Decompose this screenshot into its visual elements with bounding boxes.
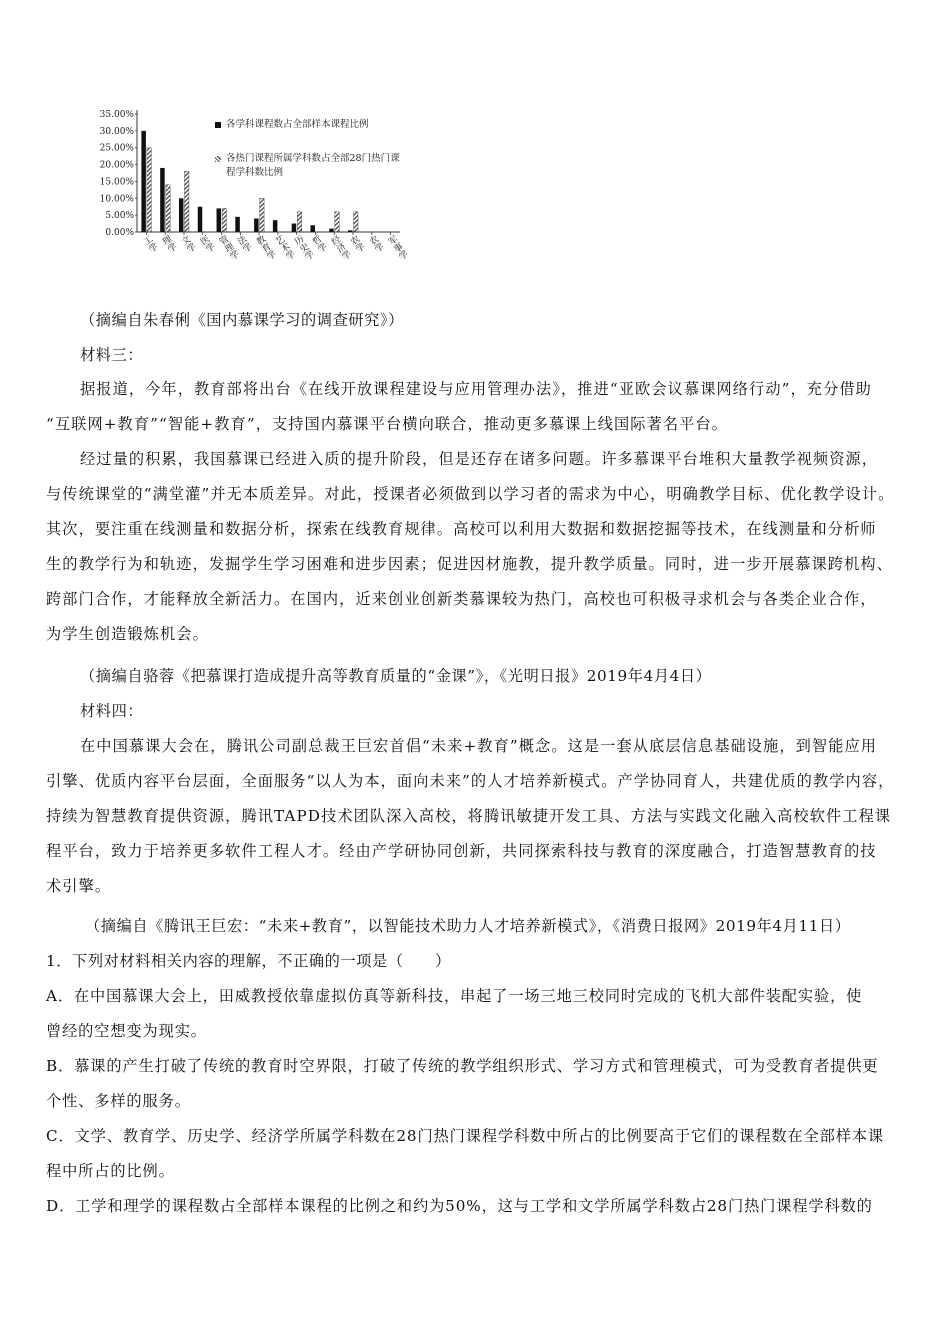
y-tick-label: 15.00% (99, 177, 134, 188)
legend-swatch-solid (215, 122, 221, 128)
y-tick-label: 30.00% (99, 126, 134, 137)
bar-series-2 (297, 212, 302, 232)
x-tick-label: 历史学 (290, 234, 315, 263)
bar-series-1 (310, 225, 315, 232)
bar-series-1 (217, 208, 222, 232)
x-tick-label: 法学 (234, 234, 253, 255)
legend-swatch-hatch (215, 156, 221, 162)
bar-series-2 (222, 208, 227, 232)
x-tick-label: 军事学 (384, 234, 409, 263)
x-tick-label: 农学 (347, 234, 366, 255)
paragraph-line: 为学生创造锻炼机会。 (46, 625, 209, 643)
x-tick-label: 理学 (159, 234, 178, 255)
legend-entry-2 (215, 152, 401, 180)
paragraph-line: 跨部门合作，才能释放全新活力。在国内，近来创业创新类慕课较为热门，高校也可积极寻求机会与各类企业合作， (46, 590, 877, 608)
paragraph-line: 据报道，今年，教育部将出台《在线开放课程建设与应用管理办法》，推进“亚欧会议慕课网络行动”，充分借助 (80, 380, 872, 398)
y-tick-label: 0.00% (105, 228, 134, 238)
paragraph-line: 与传统课堂的“满堂灌”并无本质差异。对此，授课者必须做到以学习者的需求为中心，明确教学目标、优化教学设计。 (46, 485, 895, 503)
bar-series-2 (147, 148, 152, 232)
bar-series-2 (184, 171, 189, 232)
option-c-cont: 程中所占的比例。 (46, 1162, 175, 1180)
x-tick-label: 文学 (177, 234, 197, 255)
paragraph-line: 在中国慕课大会在，腾讯公司副总裁王巨宏首倡“未来+教育”概念。这是一套从底层信息基础设施，到智能应用 (80, 737, 878, 755)
material3-title: 材料三： (80, 346, 144, 364)
material4-title: 材料四： (80, 702, 144, 720)
bar-series-1 (329, 229, 334, 232)
paragraph-line: 持续为智慧教育提供资源，腾讯TAPD技术团队深入高校，将腾讯敏捷开发工具、方法与实践文化融入高校软件工程课 (46, 807, 892, 825)
material4-source: （摘编自《腾讯王巨宏：“未来+教育”，以智能技术助力人才培养新模式》，《消费日报网》2019年4月11日） (85, 917, 851, 935)
y-tick-label: 5.00% (105, 211, 134, 222)
bar-series-1 (348, 230, 353, 232)
x-tick-label: 教育学 (253, 234, 277, 263)
bar-series-2 (260, 198, 265, 232)
chart-legend (215, 118, 401, 200)
legend-label-2: 各热门课程所属学科数占全部28门热门课程学科数比例 (226, 153, 400, 178)
option-a-cont: 曾经的空想变为现实。 (46, 1022, 207, 1040)
legend-label-1: 各学科课程数占全部样本课程比例 (226, 119, 369, 130)
paragraph-line: “互联网+教育”“智能+教育”，支持国内慕课平台横向联合，推动更多慕课上线国际著名平台。 (46, 415, 729, 433)
x-tick-label: 艺术学 (271, 234, 296, 263)
paragraph-line: 引擎、优质内容平台层面，全面服务“以人为本，面向未来”的人才培养新模式。产学协同育人，共建优质的教学内容， (46, 772, 895, 790)
option-d: D．工学和理学的课程数占全部样本课程的比例之和约为50%，这与工学和文学所属学科数占28门热门课程学科数的 (46, 1197, 873, 1215)
bar-series-2 (335, 212, 340, 232)
y-tick-label: 35.00% (99, 110, 134, 120)
paragraph-line: 术引擎。 (46, 877, 112, 895)
bar-series-1 (235, 217, 240, 232)
bar-chart (95, 104, 425, 290)
x-tick-label: 医学 (196, 234, 216, 255)
bar-series-2 (166, 185, 171, 232)
x-tick-label: 经济学 (328, 234, 352, 263)
paragraph-line: 程平台，致力于培养更多软件工程人才。经由产学研协同创新，共同探索科技与教育的深度融合，打造智慧教育的技 (46, 842, 877, 860)
paragraph-line: 经过量的积累，我国慕课已经进入质的提升阶段，但是还存在诸多问题。许多慕课平台堆积大量教学视频资源， (80, 450, 879, 468)
material3-source: （摘编自骆蓉《把慕课打造成提升高等教育质量的“金课”》，《光明日报》2019年4月4日） (80, 667, 712, 685)
bar-series-2 (354, 212, 359, 232)
bar-series-1 (273, 220, 278, 232)
y-tick-label: 10.00% (99, 194, 134, 205)
x-tick-label: 工学 (140, 234, 159, 255)
legend-entry-1 (215, 118, 401, 132)
x-tick-label: 农学 (365, 234, 385, 255)
bar-series-1 (292, 224, 297, 232)
bar-series-1 (179, 198, 184, 232)
option-b-cont: 个性、多样的服务。 (46, 1092, 191, 1110)
option-c: C．文学、教育学、历史学、经济学所属学科数在28门热门课程学科数中所占的比例要高于它们的课程数在全部样本课 (46, 1127, 885, 1145)
x-tick-label: 管理学 (215, 234, 240, 263)
paragraph-line: 生的教学行为和轨迹，发掘学生学习困难和进步因素；促进因材施教，提升教学质量。同时，进一步开展慕课跨机构、 (46, 555, 893, 573)
paragraph-line: 其次，要注重在线测量和数据分析，探索在线教育规律。高校可以利用大数据和数据挖掘等技术，在线测量和分析师 (46, 520, 877, 538)
question-stem: 1．下列对材料相关内容的理解，不正确的一项是（ ） (46, 952, 451, 970)
bar-series-1 (254, 219, 259, 232)
bar-series-1 (141, 131, 146, 232)
bar-series-1 (160, 168, 165, 232)
option-a: A．在中国慕课大会上，田威教授依靠虚拟仿真等新科技，串起了一场三地三校同时完成的飞机大部件装配实验，使 (46, 987, 863, 1005)
y-tick-label: 25.00% (99, 143, 134, 154)
y-tick-label: 20.00% (99, 160, 134, 171)
option-b: B．慕课的产生打破了传统的教育时空界限，打破了传统的教学组织形式、学习方式和管理模式，可为受教育者提供更 (46, 1057, 879, 1075)
x-tick-label: 哲学 (309, 234, 328, 255)
bar-series-1 (198, 207, 203, 232)
chart-source: （摘编自朱春俐《国内慕课学习的调查研究》） (80, 311, 404, 329)
